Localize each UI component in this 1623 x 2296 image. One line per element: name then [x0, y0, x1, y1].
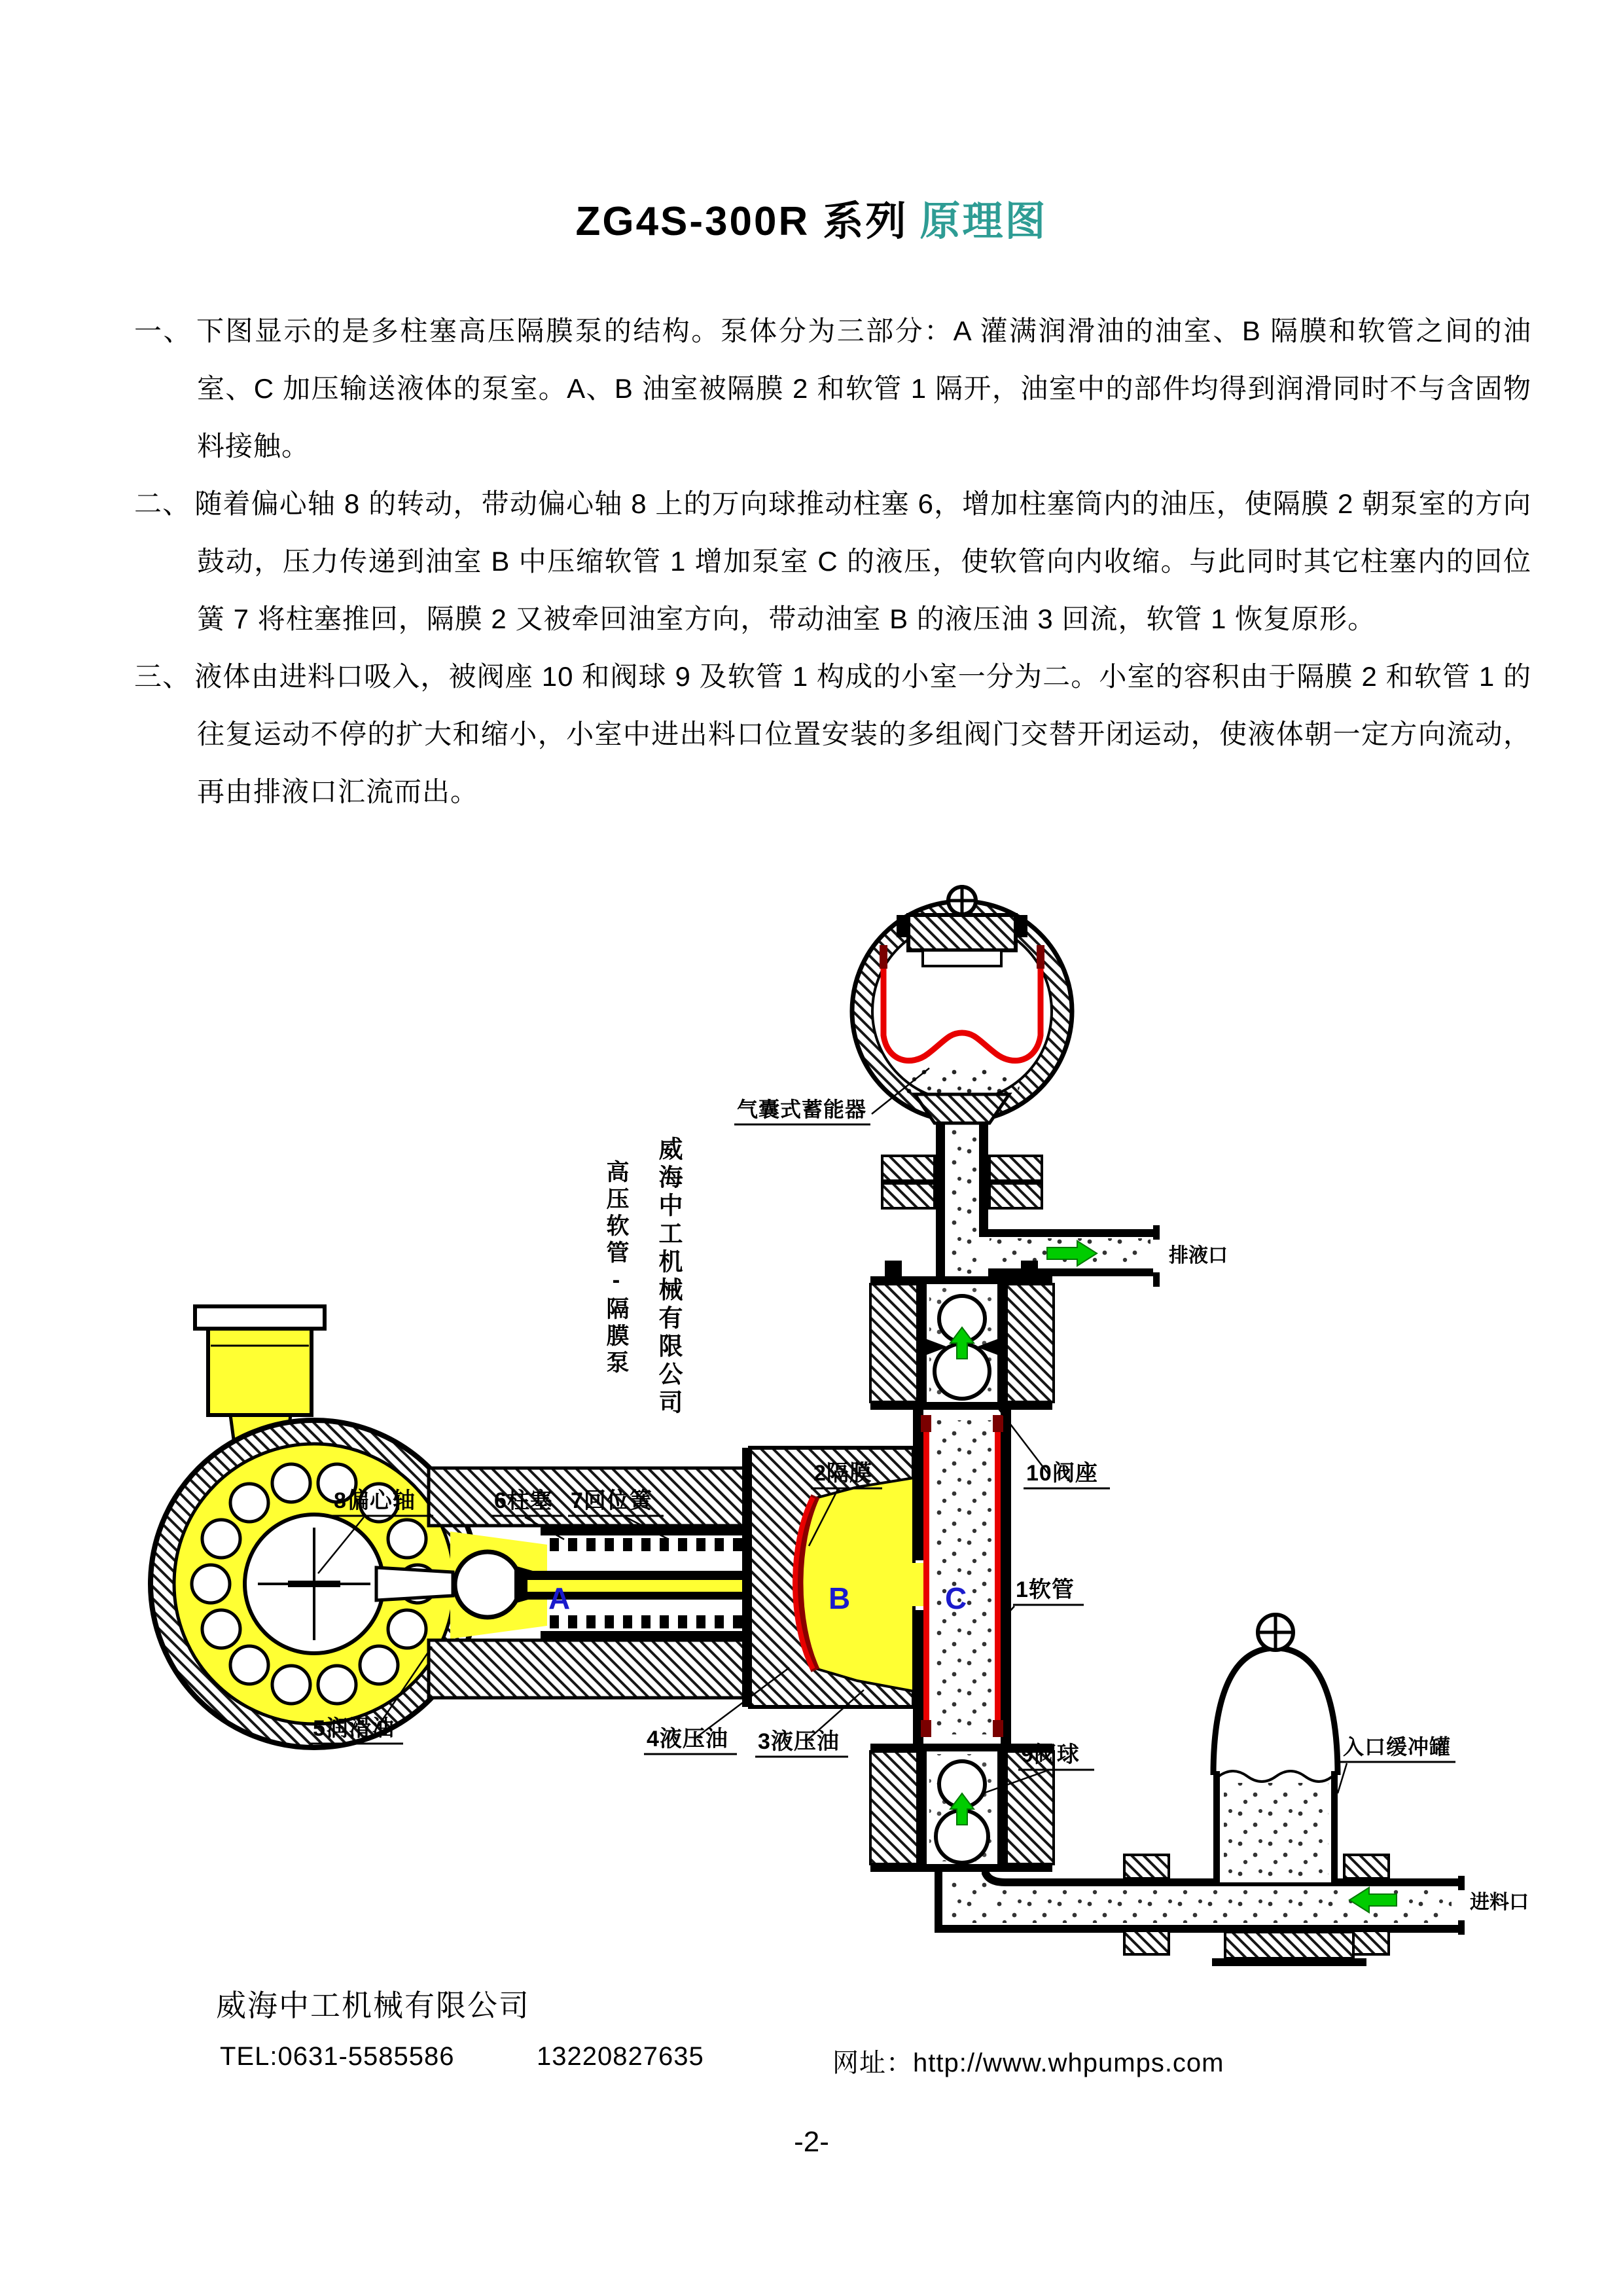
page-number: -2-	[794, 2126, 829, 2158]
footer-mobile: 13220827635	[537, 2042, 704, 2071]
footer-company: 威海中工机械有限公司	[216, 1988, 530, 2022]
chamber-letter-c: C	[945, 1581, 967, 1615]
paragraph-2-text: 随着偏心轴 8 的转动，带动偏心轴 8 上的万向球推动柱塞 6，增加柱塞筒内的油压，使隔膜 2 朝泵室的方向鼓动，压力传递到油室 B 中压缩软管 1 增加泵室 C 的液压，使软管向内收缩。与此同时其它柱塞内的回位簧 7 将柱塞推回，隔膜 2 又被牵回油室方向，带动油室 B 的液压油 3 回流，软管 1 恢复原形。	[194, 488, 1531, 634]
label-hose: 1软管	[1016, 1577, 1075, 1602]
diagram-company-vertical-text: 威海中工机械有限公司	[655, 1136, 682, 1418]
label-feed-port: 进料口	[1470, 1892, 1529, 1913]
label-accumulator: 气囊式蓄能器	[737, 1098, 867, 1121]
chamber-letter-a: A	[548, 1581, 571, 1615]
universal-ball	[455, 1552, 520, 1617]
label-valve-seat: 10阀座	[1026, 1461, 1098, 1486]
footer-website: 网址：http://www.whpumps.com	[832, 2049, 1224, 2077]
discharge-riser	[882, 1121, 1160, 1287]
chamber-c	[911, 1410, 1011, 1748]
chamber-letter-b: B	[829, 1581, 851, 1615]
label-buffer-tank: 入口缓冲罐	[1343, 1735, 1452, 1759]
paragraph-2-marker: 二、	[134, 488, 191, 519]
label-return-spring: 7回位簧	[571, 1488, 652, 1513]
paragraph-1-marker: 一、	[134, 315, 192, 346]
paragraph-3-marker: 三、	[134, 661, 191, 692]
accumulator	[852, 885, 1072, 1123]
diagram-product-vertical-text: 高压软管-隔膜泵	[603, 1160, 629, 1377]
tank-vent-icon	[1257, 1613, 1294, 1651]
label-eccentric-shaft: 8偏心轴	[334, 1488, 416, 1513]
title-model: ZG4S-300R 系列	[575, 199, 908, 244]
label-diaphragm: 2隔膜	[813, 1461, 872, 1486]
label-hyd-oil-3: 3液压油	[758, 1729, 840, 1754]
label-lube-oil: 5润滑油	[313, 1716, 395, 1741]
upper-valve	[870, 1261, 1054, 1410]
label-valve-ball: 9阀球	[1021, 1742, 1080, 1767]
label-discharge-port: 排液口	[1169, 1245, 1228, 1266]
footer-tel: TEL:0631-5585586	[220, 2042, 455, 2071]
paragraph-1-text: 下图显示的是多柱塞高压隔膜泵的结构。泵体分为三部分：A 灌满润滑油的油室、B 隔膜和软管之间的油室、C 加压输送液体的泵室。A、B 油室被隔膜 2 和软管 1 隔开，油室中的部件均得到润滑同时不与含固物料接触。	[196, 315, 1531, 461]
label-plunger: 6柱塞	[494, 1488, 553, 1513]
paragraph-3-text: 液体由进料口吸入，被阀座 10 和阀球 9 及软管 1 构成的小室一分为二。小室的容积由于隔膜 2 和软管 1 的往复运动不停的扩大和缩小，小室中进出料口位置安装的多组阀门交替开闭运动，使液体朝一定方向流动，再由排液口汇流而出。	[194, 661, 1531, 807]
title-suffix: 原理图	[919, 199, 1048, 244]
label-hyd-oil-4: 4液压油	[647, 1727, 728, 1751]
pump-body	[151, 1306, 914, 1748]
pump-head	[742, 1448, 914, 1707]
